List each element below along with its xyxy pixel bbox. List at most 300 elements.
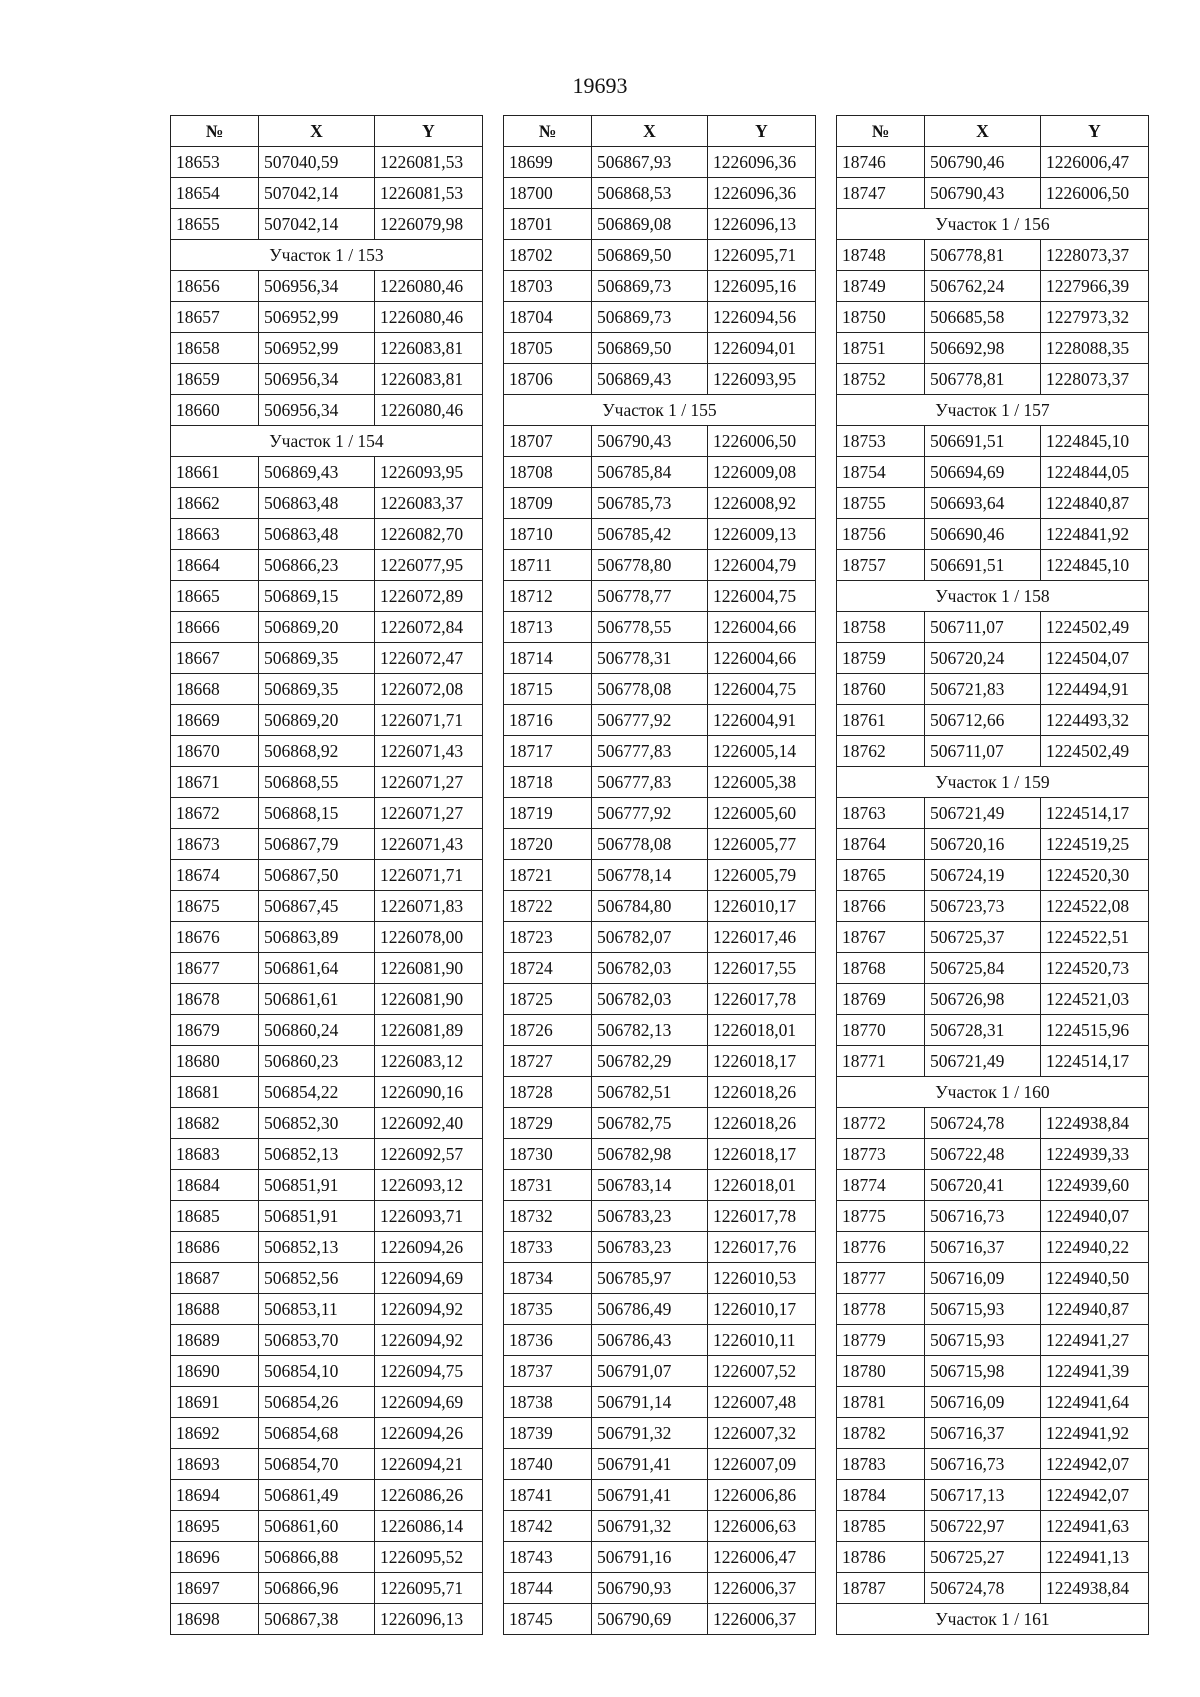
point-number: 18668 bbox=[171, 674, 259, 705]
x-coordinate: 506867,45 bbox=[259, 891, 375, 922]
point-number: 18778 bbox=[837, 1294, 925, 1325]
header-row bbox=[837, 116, 1149, 147]
table-row bbox=[504, 705, 816, 736]
point-number: 18682 bbox=[171, 1108, 259, 1139]
y-coordinate: 1226006,86 bbox=[708, 1480, 816, 1511]
y-coordinate: 1226004,75 bbox=[708, 674, 816, 705]
point-number: 18752 bbox=[837, 364, 925, 395]
point-number: 18697 bbox=[171, 1573, 259, 1604]
x-coordinate: 506725,27 bbox=[925, 1542, 1041, 1573]
x-coordinate: 507042,14 bbox=[259, 178, 375, 209]
x-coordinate: 506723,73 bbox=[925, 891, 1041, 922]
y-coordinate: 1226094,69 bbox=[375, 1263, 483, 1294]
table-row bbox=[171, 643, 483, 674]
x-coordinate: 506791,14 bbox=[592, 1387, 708, 1418]
table-row bbox=[504, 457, 816, 488]
coordinates-table-2 bbox=[503, 115, 816, 1635]
x-coordinate: 506868,92 bbox=[259, 736, 375, 767]
x-coordinate: 506721,49 bbox=[925, 1046, 1041, 1077]
table-row bbox=[171, 674, 483, 705]
section-row bbox=[837, 581, 1149, 612]
point-number: 18718 bbox=[504, 767, 592, 798]
x-coordinate: 506861,64 bbox=[259, 953, 375, 984]
table-row bbox=[504, 240, 816, 271]
table-row bbox=[171, 147, 483, 178]
table-row bbox=[837, 705, 1149, 736]
header-x: X bbox=[592, 116, 708, 147]
x-coordinate: 506790,43 bbox=[592, 426, 708, 457]
table-row bbox=[171, 1604, 483, 1635]
x-coordinate: 506693,64 bbox=[925, 488, 1041, 519]
point-number: 18710 bbox=[504, 519, 592, 550]
point-number: 18658 bbox=[171, 333, 259, 364]
point-number: 18669 bbox=[171, 705, 259, 736]
point-number: 18653 bbox=[171, 147, 259, 178]
y-coordinate: 1228073,37 bbox=[1041, 364, 1149, 395]
table-row bbox=[837, 643, 1149, 674]
x-coordinate: 506854,68 bbox=[259, 1418, 375, 1449]
table-row bbox=[171, 1418, 483, 1449]
x-coordinate: 506869,35 bbox=[259, 674, 375, 705]
x-coordinate: 506778,08 bbox=[592, 829, 708, 860]
x-coordinate: 506725,37 bbox=[925, 922, 1041, 953]
x-coordinate: 506785,73 bbox=[592, 488, 708, 519]
point-number: 18756 bbox=[837, 519, 925, 550]
table-row bbox=[171, 581, 483, 612]
x-coordinate: 506786,43 bbox=[592, 1325, 708, 1356]
table-row bbox=[171, 209, 483, 240]
y-coordinate: 1224941,27 bbox=[1041, 1325, 1149, 1356]
point-number: 18720 bbox=[504, 829, 592, 860]
point-number: 18754 bbox=[837, 457, 925, 488]
table-row bbox=[171, 736, 483, 767]
table-row bbox=[837, 1232, 1149, 1263]
x-coordinate: 506956,34 bbox=[259, 271, 375, 302]
point-number: 18711 bbox=[504, 550, 592, 581]
y-coordinate: 1226010,11 bbox=[708, 1325, 816, 1356]
y-coordinate: 1226005,79 bbox=[708, 860, 816, 891]
y-coordinate: 1224844,05 bbox=[1041, 457, 1149, 488]
point-number: 18662 bbox=[171, 488, 259, 519]
y-coordinate: 1224940,50 bbox=[1041, 1263, 1149, 1294]
point-number: 18667 bbox=[171, 643, 259, 674]
x-coordinate: 506785,97 bbox=[592, 1263, 708, 1294]
coordinates-table-1 bbox=[170, 115, 483, 1635]
table-row bbox=[171, 364, 483, 395]
point-number: 18703 bbox=[504, 271, 592, 302]
table-row bbox=[504, 178, 816, 209]
x-coordinate: 506860,24 bbox=[259, 1015, 375, 1046]
y-coordinate: 1226094,92 bbox=[375, 1325, 483, 1356]
y-coordinate: 1226083,81 bbox=[375, 364, 483, 395]
table-row bbox=[837, 612, 1149, 643]
table-row bbox=[837, 457, 1149, 488]
point-number: 18753 bbox=[837, 426, 925, 457]
point-number: 18657 bbox=[171, 302, 259, 333]
table-row bbox=[837, 736, 1149, 767]
point-number: 18775 bbox=[837, 1201, 925, 1232]
y-coordinate: 1226094,26 bbox=[375, 1418, 483, 1449]
x-coordinate: 506778,80 bbox=[592, 550, 708, 581]
x-coordinate: 506854,10 bbox=[259, 1356, 375, 1387]
x-coordinate: 506721,83 bbox=[925, 674, 1041, 705]
y-coordinate: 1224939,60 bbox=[1041, 1170, 1149, 1201]
x-coordinate: 506778,14 bbox=[592, 860, 708, 891]
point-number: 18692 bbox=[171, 1418, 259, 1449]
y-coordinate: 1226017,55 bbox=[708, 953, 816, 984]
table-row bbox=[504, 209, 816, 240]
y-coordinate: 1224521,03 bbox=[1041, 984, 1149, 1015]
table-row bbox=[504, 1604, 816, 1635]
table-row bbox=[504, 271, 816, 302]
y-coordinate: 1227973,32 bbox=[1041, 302, 1149, 333]
y-coordinate: 1226080,46 bbox=[375, 271, 483, 302]
y-coordinate: 1226006,50 bbox=[708, 426, 816, 457]
x-coordinate: 506791,41 bbox=[592, 1480, 708, 1511]
x-coordinate: 506869,50 bbox=[592, 333, 708, 364]
y-coordinate: 1224941,63 bbox=[1041, 1511, 1149, 1542]
table-row bbox=[171, 1356, 483, 1387]
table-row bbox=[171, 705, 483, 736]
y-coordinate: 1224520,73 bbox=[1041, 953, 1149, 984]
point-number: 18738 bbox=[504, 1387, 592, 1418]
section-title: Участок 1 / 158 bbox=[837, 581, 1149, 612]
table-row bbox=[504, 674, 816, 705]
section-title: Участок 1 / 153 bbox=[171, 240, 483, 271]
point-number: 18764 bbox=[837, 829, 925, 860]
y-coordinate: 1224502,49 bbox=[1041, 736, 1149, 767]
table-row bbox=[171, 829, 483, 860]
y-coordinate: 1226093,71 bbox=[375, 1201, 483, 1232]
y-coordinate: 1224940,87 bbox=[1041, 1294, 1149, 1325]
x-coordinate: 506791,41 bbox=[592, 1449, 708, 1480]
point-number: 18729 bbox=[504, 1108, 592, 1139]
x-coordinate: 506784,80 bbox=[592, 891, 708, 922]
y-coordinate: 1226072,84 bbox=[375, 612, 483, 643]
section-title: Участок 1 / 161 bbox=[837, 1604, 1149, 1635]
y-coordinate: 1224494,91 bbox=[1041, 674, 1149, 705]
table-row bbox=[171, 488, 483, 519]
x-coordinate: 506952,99 bbox=[259, 302, 375, 333]
y-coordinate: 1226010,17 bbox=[708, 891, 816, 922]
table-row bbox=[837, 1573, 1149, 1604]
x-coordinate: 506956,34 bbox=[259, 364, 375, 395]
y-coordinate: 1226077,95 bbox=[375, 550, 483, 581]
point-number: 18685 bbox=[171, 1201, 259, 1232]
y-coordinate: 1226094,01 bbox=[708, 333, 816, 364]
table-row bbox=[837, 984, 1149, 1015]
y-coordinate: 1224522,51 bbox=[1041, 922, 1149, 953]
header-row bbox=[171, 116, 483, 147]
x-coordinate: 506694,69 bbox=[925, 457, 1041, 488]
table-row bbox=[504, 519, 816, 550]
x-coordinate: 506869,20 bbox=[259, 705, 375, 736]
table-row bbox=[171, 395, 483, 426]
point-number: 18660 bbox=[171, 395, 259, 426]
y-coordinate: 1226071,71 bbox=[375, 705, 483, 736]
x-coordinate: 506868,53 bbox=[592, 178, 708, 209]
table-row bbox=[837, 519, 1149, 550]
x-coordinate: 506868,15 bbox=[259, 798, 375, 829]
table-row bbox=[504, 147, 816, 178]
table-row bbox=[504, 1077, 816, 1108]
y-coordinate: 1224514,17 bbox=[1041, 1046, 1149, 1077]
x-coordinate: 506852,56 bbox=[259, 1263, 375, 1294]
table-row bbox=[171, 1015, 483, 1046]
y-coordinate: 1226081,53 bbox=[375, 147, 483, 178]
point-number: 18691 bbox=[171, 1387, 259, 1418]
y-coordinate: 1226006,63 bbox=[708, 1511, 816, 1542]
x-coordinate: 506720,41 bbox=[925, 1170, 1041, 1201]
x-coordinate: 506869,50 bbox=[592, 240, 708, 271]
x-coordinate: 506722,48 bbox=[925, 1139, 1041, 1170]
header-x: X bbox=[925, 116, 1041, 147]
table-row bbox=[171, 1263, 483, 1294]
x-coordinate: 506952,99 bbox=[259, 333, 375, 364]
y-coordinate: 1226017,78 bbox=[708, 984, 816, 1015]
table-row bbox=[171, 1573, 483, 1604]
table-row bbox=[504, 1294, 816, 1325]
point-number: 18748 bbox=[837, 240, 925, 271]
x-coordinate: 506785,42 bbox=[592, 519, 708, 550]
x-coordinate: 506869,08 bbox=[592, 209, 708, 240]
y-coordinate: 1226018,26 bbox=[708, 1108, 816, 1139]
table-row bbox=[171, 519, 483, 550]
point-number: 18664 bbox=[171, 550, 259, 581]
table-row bbox=[171, 767, 483, 798]
header-x: X bbox=[259, 116, 375, 147]
section-row bbox=[171, 426, 483, 457]
x-coordinate: 506782,98 bbox=[592, 1139, 708, 1170]
y-coordinate: 1226006,37 bbox=[708, 1573, 816, 1604]
table-row bbox=[837, 1046, 1149, 1077]
point-number: 18763 bbox=[837, 798, 925, 829]
x-coordinate: 506777,92 bbox=[592, 705, 708, 736]
table-row bbox=[837, 147, 1149, 178]
y-coordinate: 1226005,60 bbox=[708, 798, 816, 829]
point-number: 18722 bbox=[504, 891, 592, 922]
point-number: 18700 bbox=[504, 178, 592, 209]
point-number: 18745 bbox=[504, 1604, 592, 1635]
point-number: 18676 bbox=[171, 922, 259, 953]
page-number: 19693 bbox=[572, 73, 628, 98]
x-coordinate: 506785,84 bbox=[592, 457, 708, 488]
y-coordinate: 1226006,50 bbox=[1041, 178, 1149, 209]
table-row bbox=[171, 1170, 483, 1201]
y-coordinate: 1226018,17 bbox=[708, 1046, 816, 1077]
point-number: 18704 bbox=[504, 302, 592, 333]
point-number: 18654 bbox=[171, 178, 259, 209]
table-row bbox=[504, 891, 816, 922]
point-number: 18719 bbox=[504, 798, 592, 829]
x-coordinate: 506721,49 bbox=[925, 798, 1041, 829]
header-number: № bbox=[504, 116, 592, 147]
x-coordinate: 506778,81 bbox=[925, 240, 1041, 271]
x-coordinate: 506783,23 bbox=[592, 1201, 708, 1232]
table-row bbox=[504, 1387, 816, 1418]
y-coordinate: 1224515,96 bbox=[1041, 1015, 1149, 1046]
y-coordinate: 1226004,75 bbox=[708, 581, 816, 612]
point-number: 18715 bbox=[504, 674, 592, 705]
table-row bbox=[171, 1077, 483, 1108]
point-number: 18782 bbox=[837, 1418, 925, 1449]
x-coordinate: 506728,31 bbox=[925, 1015, 1041, 1046]
point-number: 18686 bbox=[171, 1232, 259, 1263]
table-row bbox=[171, 1387, 483, 1418]
table-row bbox=[837, 1449, 1149, 1480]
y-coordinate: 1226095,52 bbox=[375, 1542, 483, 1573]
table-row bbox=[837, 240, 1149, 271]
table-row bbox=[837, 1356, 1149, 1387]
table-row bbox=[504, 1263, 816, 1294]
x-coordinate: 506716,73 bbox=[925, 1201, 1041, 1232]
point-number: 18693 bbox=[171, 1449, 259, 1480]
section-title: Участок 1 / 155 bbox=[504, 395, 816, 426]
table-row bbox=[171, 984, 483, 1015]
point-number: 18709 bbox=[504, 488, 592, 519]
y-coordinate: 1226007,32 bbox=[708, 1418, 816, 1449]
x-coordinate: 506861,61 bbox=[259, 984, 375, 1015]
x-coordinate: 506868,55 bbox=[259, 767, 375, 798]
point-number: 18732 bbox=[504, 1201, 592, 1232]
y-coordinate: 1226004,66 bbox=[708, 612, 816, 643]
y-coordinate: 1224941,64 bbox=[1041, 1387, 1149, 1418]
point-number: 18765 bbox=[837, 860, 925, 891]
x-coordinate: 506711,07 bbox=[925, 612, 1041, 643]
table-row bbox=[504, 1356, 816, 1387]
table-row bbox=[837, 860, 1149, 891]
point-number: 18743 bbox=[504, 1542, 592, 1573]
x-coordinate: 506726,98 bbox=[925, 984, 1041, 1015]
point-number: 18678 bbox=[171, 984, 259, 1015]
x-coordinate: 506778,77 bbox=[592, 581, 708, 612]
x-coordinate: 506777,83 bbox=[592, 736, 708, 767]
x-coordinate: 506866,23 bbox=[259, 550, 375, 581]
table-row bbox=[504, 1511, 816, 1542]
x-coordinate: 506791,16 bbox=[592, 1542, 708, 1573]
table-row bbox=[837, 271, 1149, 302]
point-number: 18679 bbox=[171, 1015, 259, 1046]
y-coordinate: 1226072,47 bbox=[375, 643, 483, 674]
table-row bbox=[504, 736, 816, 767]
point-number: 18712 bbox=[504, 581, 592, 612]
section-title: Участок 1 / 160 bbox=[837, 1077, 1149, 1108]
y-coordinate: 1226009,08 bbox=[708, 457, 816, 488]
point-number: 18761 bbox=[837, 705, 925, 736]
y-coordinate: 1226004,91 bbox=[708, 705, 816, 736]
y-coordinate: 1224941,39 bbox=[1041, 1356, 1149, 1387]
table-row bbox=[171, 798, 483, 829]
table-row bbox=[171, 178, 483, 209]
y-coordinate: 1224840,87 bbox=[1041, 488, 1149, 519]
x-coordinate: 506852,13 bbox=[259, 1232, 375, 1263]
y-coordinate: 1224941,13 bbox=[1041, 1542, 1149, 1573]
y-coordinate: 1224938,84 bbox=[1041, 1108, 1149, 1139]
point-number: 18741 bbox=[504, 1480, 592, 1511]
x-coordinate: 506782,13 bbox=[592, 1015, 708, 1046]
x-coordinate: 506778,31 bbox=[592, 643, 708, 674]
point-number: 18723 bbox=[504, 922, 592, 953]
point-number: 18785 bbox=[837, 1511, 925, 1542]
section-row bbox=[837, 395, 1149, 426]
y-coordinate: 1226010,53 bbox=[708, 1263, 816, 1294]
point-number: 18696 bbox=[171, 1542, 259, 1573]
point-number: 18726 bbox=[504, 1015, 592, 1046]
x-coordinate: 506778,08 bbox=[592, 674, 708, 705]
y-coordinate: 1226079,98 bbox=[375, 209, 483, 240]
section-row bbox=[837, 1604, 1149, 1635]
x-coordinate: 506722,97 bbox=[925, 1511, 1041, 1542]
table-row bbox=[171, 891, 483, 922]
y-coordinate: 1226094,56 bbox=[708, 302, 816, 333]
x-coordinate: 506867,38 bbox=[259, 1604, 375, 1635]
y-coordinate: 1224939,33 bbox=[1041, 1139, 1149, 1170]
x-coordinate: 506783,14 bbox=[592, 1170, 708, 1201]
point-number: 18779 bbox=[837, 1325, 925, 1356]
header-y: Y bbox=[375, 116, 483, 147]
x-coordinate: 506692,98 bbox=[925, 333, 1041, 364]
x-coordinate: 506791,07 bbox=[592, 1356, 708, 1387]
table-row bbox=[837, 488, 1149, 519]
table-row bbox=[837, 1108, 1149, 1139]
y-coordinate: 1226006,47 bbox=[708, 1542, 816, 1573]
table-row bbox=[504, 612, 816, 643]
x-coordinate: 506790,43 bbox=[925, 178, 1041, 209]
y-coordinate: 1224942,07 bbox=[1041, 1449, 1149, 1480]
table-row bbox=[837, 674, 1149, 705]
point-number: 18751 bbox=[837, 333, 925, 364]
y-coordinate: 1226007,48 bbox=[708, 1387, 816, 1418]
x-coordinate: 506854,26 bbox=[259, 1387, 375, 1418]
point-number: 18683 bbox=[171, 1139, 259, 1170]
x-coordinate: 506715,98 bbox=[925, 1356, 1041, 1387]
y-coordinate: 1226094,75 bbox=[375, 1356, 483, 1387]
point-number: 18787 bbox=[837, 1573, 925, 1604]
y-coordinate: 1226096,36 bbox=[708, 178, 816, 209]
y-coordinate: 1226071,43 bbox=[375, 829, 483, 860]
header-number: № bbox=[837, 116, 925, 147]
point-number: 18728 bbox=[504, 1077, 592, 1108]
point-number: 18665 bbox=[171, 581, 259, 612]
point-number: 18731 bbox=[504, 1170, 592, 1201]
point-number: 18708 bbox=[504, 457, 592, 488]
table-row bbox=[504, 488, 816, 519]
table-row bbox=[171, 271, 483, 302]
table-row bbox=[504, 984, 816, 1015]
point-number: 18784 bbox=[837, 1480, 925, 1511]
header-row bbox=[504, 116, 816, 147]
y-coordinate: 1226006,37 bbox=[708, 1604, 816, 1635]
point-number: 18769 bbox=[837, 984, 925, 1015]
section-row bbox=[504, 395, 816, 426]
table-row bbox=[837, 1170, 1149, 1201]
point-number: 18730 bbox=[504, 1139, 592, 1170]
point-number: 18721 bbox=[504, 860, 592, 891]
section-row bbox=[837, 767, 1149, 798]
x-coordinate: 506861,49 bbox=[259, 1480, 375, 1511]
point-number: 18702 bbox=[504, 240, 592, 271]
point-number: 18705 bbox=[504, 333, 592, 364]
header-y: Y bbox=[1041, 116, 1149, 147]
x-coordinate: 506716,37 bbox=[925, 1232, 1041, 1263]
x-coordinate: 506777,92 bbox=[592, 798, 708, 829]
table-row bbox=[837, 1511, 1149, 1542]
header-y: Y bbox=[708, 116, 816, 147]
point-number: 18699 bbox=[504, 147, 592, 178]
y-coordinate: 1224514,17 bbox=[1041, 798, 1149, 829]
point-number: 18675 bbox=[171, 891, 259, 922]
point-number: 18655 bbox=[171, 209, 259, 240]
